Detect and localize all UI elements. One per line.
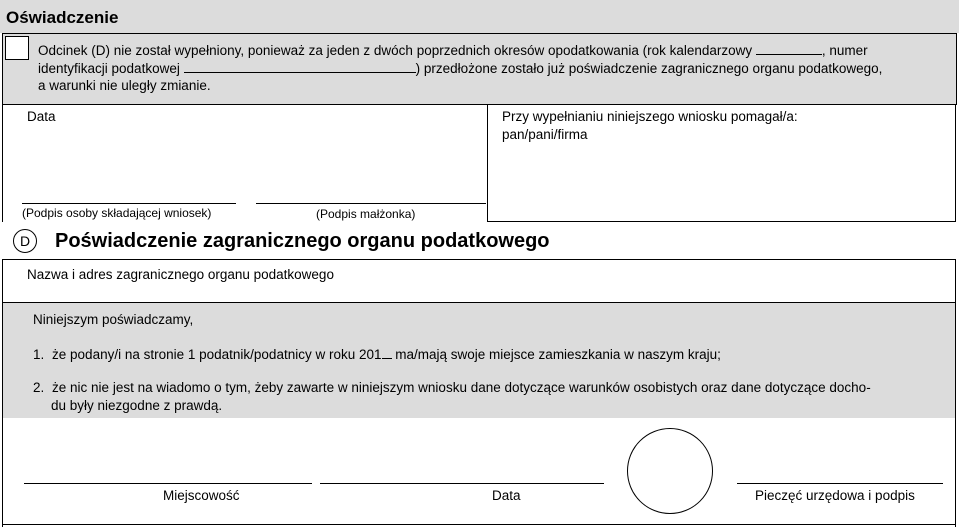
authority-label: Nazwa i adres zagranicznego organu podatkowego bbox=[27, 267, 334, 282]
section-d-title: Poświadczenie zagranicznego organu podatkowego bbox=[55, 230, 550, 252]
signature-date-label: Data bbox=[27, 109, 56, 124]
point-1: 1. że podany/i na stronie 1 podatnik/podatnicy w roku 201 ma/mają swoje miejsce zamieszkania w naszym kraju; bbox=[33, 347, 721, 362]
stamp-label: Pieczęć urzędowa i podpis bbox=[755, 488, 915, 503]
footer-date-label: Data bbox=[492, 488, 521, 503]
signature-area-bottom bbox=[488, 221, 956, 222]
page-bottom-border bbox=[2, 524, 956, 525]
statement-checkbox[interactable] bbox=[5, 36, 29, 60]
section-d-letter: D bbox=[19, 233, 31, 249]
statement-line-1: Odcinek (D) nie został wypełniony, ponieważ za jeden z dwóch poprzednich okresów opodatkowania (rok kalendarzowy , numer bbox=[38, 43, 868, 58]
point-2-continued: du były niezgodne z prawdą. bbox=[51, 398, 223, 413]
place-line[interactable] bbox=[24, 483, 312, 484]
applicant-signature-label: (Podpis osoby składającej wniosek) bbox=[22, 206, 212, 220]
page-title: Oświadczenie bbox=[6, 8, 119, 27]
section-d-badge bbox=[13, 229, 37, 253]
signature-area bbox=[2, 104, 488, 222]
certification-intro: Niniejszym poświadczamy, bbox=[33, 312, 194, 327]
statement-header bbox=[0, 0, 959, 33]
year-digit-field[interactable] bbox=[382, 345, 392, 359]
spouse-signature-line[interactable] bbox=[256, 203, 486, 204]
date-line[interactable] bbox=[320, 483, 604, 484]
calendar-year-field[interactable] bbox=[756, 41, 822, 55]
spouse-signature-label: (Podpis małżonka) bbox=[316, 207, 416, 221]
tax-id-field[interactable] bbox=[184, 59, 416, 73]
statement-line-3: a warunki nie uległy zmianie. bbox=[38, 78, 211, 93]
footer-area bbox=[2, 418, 956, 527]
official-stamp-circle[interactable] bbox=[627, 428, 713, 514]
statement-line-2: identyfikacji podatkowej ) przedłożone zostało już poświadczenie zagranicznego organu podatkowego, bbox=[38, 61, 883, 76]
place-label: Miejscowość bbox=[163, 488, 240, 503]
helper-label: Przy wypełnianiu niniejszego wniosku pomagał/a: bbox=[502, 109, 798, 124]
applicant-signature-line[interactable] bbox=[22, 203, 236, 204]
point-2: 2. że nic nie jest na wiadomo o tym, żeby zawarte w niniejszym wniosku dane dotyczące warunków osobistych oraz dane dotyczące docho- bbox=[33, 380, 871, 395]
stamp-signature-line[interactable] bbox=[737, 483, 943, 484]
helper-label-sub: pan/pani/firma bbox=[502, 127, 588, 142]
